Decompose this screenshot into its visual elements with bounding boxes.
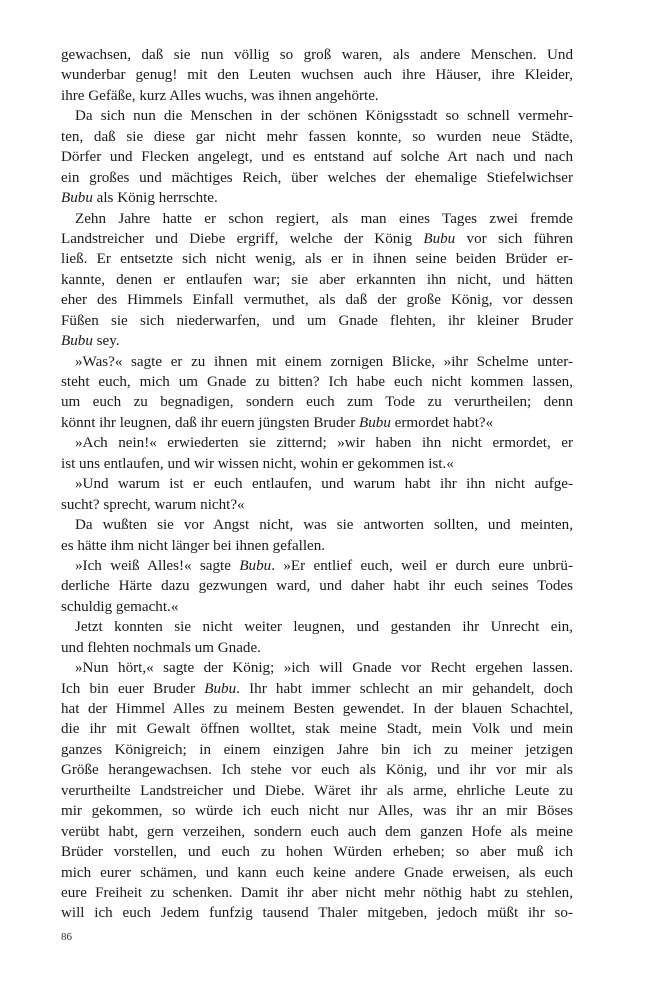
text-line: »Und warum ist er euch entlaufen, und warum habt ihr ihn nicht aufge- — [75, 476, 573, 493]
text-line: und flehten nochmals um Gnade. — [61, 639, 261, 656]
text-line: derliche Härte dazu gezwungen ward, und daher habt ihr euch seines Todes — [61, 578, 573, 595]
text-line: sucht? sprecht, warum nicht?« — [61, 496, 245, 513]
name-bubu: Bubu — [239, 557, 272, 574]
text-line: ist uns entlaufen, und wir wissen nicht, wohin er gekommen ist.« — [61, 455, 454, 472]
text-line: »Ich weiß Alles!« sagte Bubu. »Er entlief euch, weil er durch eure unbrü- — [75, 557, 573, 574]
text-line: »Was?« sagte er zu ihnen mit einem zornigen Blicke, »ihr Schelme unter- — [75, 353, 573, 370]
text-line: Da sich nun die Menschen in der schönen Königsstadt so schnell vermehr- — [75, 108, 573, 125]
text-line: eure Freiheit zu schenken. Damit ihr aber nicht mehr nöthig habt zu stehlen, — [61, 884, 573, 901]
text-line: Größe herangewachsen. Ich stehe vor euch als König, und ihr vor mir als — [61, 762, 573, 779]
text-line: um euch zu begnadigen, sondern euch zum Tode zu verurtheilen; denn — [61, 394, 573, 411]
text-line: ten, daß sie diese gar nicht mehr fassen konnte, so wurden neue Städte, — [61, 128, 573, 145]
text-line: Jetzt konnten sie nicht weiter leugnen, und gestanden ihr Unrecht ein, — [75, 619, 573, 636]
text-line: »Ach nein!« erwiederten sie zitternd; »wir haben ihn nicht ermordet, er — [75, 435, 573, 452]
text-line: könnt ihr leugnen, daß ihr euern jüngsten Bruder Bubu ermordet habt?« — [61, 414, 494, 431]
text-line: Brüder vorstellen, und euch zu hohen Würden erheben; so aber muß ich — [61, 844, 573, 861]
page-number: 86 — [61, 931, 72, 943]
text-line: Bubu als König herrschte. — [61, 190, 218, 207]
text-line: eher des Himmels Einfall vermuthet, als daß der große König, vor dessen — [61, 292, 573, 309]
text-line: mir gekommen, so würde ich euch nicht nur Alles, was ihr an mir Böses — [61, 803, 573, 820]
text-line: schuldig gemacht.« — [61, 598, 179, 615]
text-line: es hätte ihm nicht länger bei ihnen gefallen. — [61, 537, 326, 554]
text-line: ganzes Königreich; in einem einzigen Jahre bin ich zu meiner jetzigen — [61, 741, 573, 758]
text-line: Ich bin euer Bruder Bubu. Ihr habt immer schlecht an mir gehandelt, doch — [61, 680, 573, 697]
text-line: gewachsen, daß sie nun völlig so groß waren, als andere Menschen. Und — [61, 47, 573, 63]
text-line: hat der Himmel Alles zu meinem Besten gewendet. In der blauen Schachtel, — [61, 701, 573, 717]
text-line: Landstreicher und Diebe ergriff, welche der König Bubu vor sich führen — [61, 230, 573, 247]
name-bubu: Bubu — [423, 230, 456, 247]
text-line: kannte, denen er entlaufen war; sie aber erkannten ihn nicht, und hätten — [61, 271, 573, 288]
text-line: steht euch, mich um Gnade zu bitten? Ich habe euch nicht kommen lassen, — [61, 374, 573, 390]
text-line: Füßen sie sich niederwarfen, und um Gnade flehten, ihr kleiner Bruder — [61, 312, 573, 329]
text-line: Dörfer und Flecken angelegt, und es entstand auf solche Art nach und nach — [61, 149, 573, 166]
text-line: wunderbar genug! mit den Leuten wuchsen auch ihre Häuser, ihre Kleider, — [61, 67, 573, 84]
text-line: verurtheilte Landstreicher und Diebe. Wäret ihr als arme, ehrliche Leute zu — [61, 782, 573, 799]
text-line: »Nun hört,« sagte der König; »ich will Gnade vor Recht ergehen lassen. — [75, 660, 573, 677]
text-line: ein großes und mächtiges Reich, über welches der ehemalige Stiefelwichser — [61, 169, 573, 186]
name-bubu: Bubu — [204, 680, 237, 697]
text-line: Bubu sey. — [61, 333, 120, 350]
text-line: ließ. Er entsetzte sich nicht wenig, als er in ihnen seine beiden Brüder er- — [61, 251, 573, 268]
text-line: Da wußten sie vor Angst nicht, was sie antworten sollten, und meinten, — [75, 517, 573, 534]
name-bubu: Bubu — [61, 190, 93, 207]
text-line: ihre Gefäße, kurz Alles wuchs, was ihnen angehörte. — [61, 87, 379, 104]
text-line: mich eurer schämen, und kann euch keine andere Gnade erweisen, als euch — [61, 864, 573, 881]
body-text — [61, 45, 573, 924]
name-bubu: Bubu — [359, 414, 391, 431]
text-line: Zehn Jahre hatte er schon regiert, als man eines Tages zwei fremde — [75, 210, 573, 227]
text-line: will ich euch Jedem funfzig tausend Thaler mitgeben, jedoch müßt ihr so- — [61, 905, 573, 922]
text-line: die ihr mit Gewalt öffnen wolltet, stak meine Stadt, mein Volk und mein — [61, 721, 573, 738]
name-bubu: Bubu — [61, 333, 93, 350]
text-line: verübt habt, gern verzeihen, sondern euch auch dem ganzen Hofe als meine — [61, 823, 573, 840]
